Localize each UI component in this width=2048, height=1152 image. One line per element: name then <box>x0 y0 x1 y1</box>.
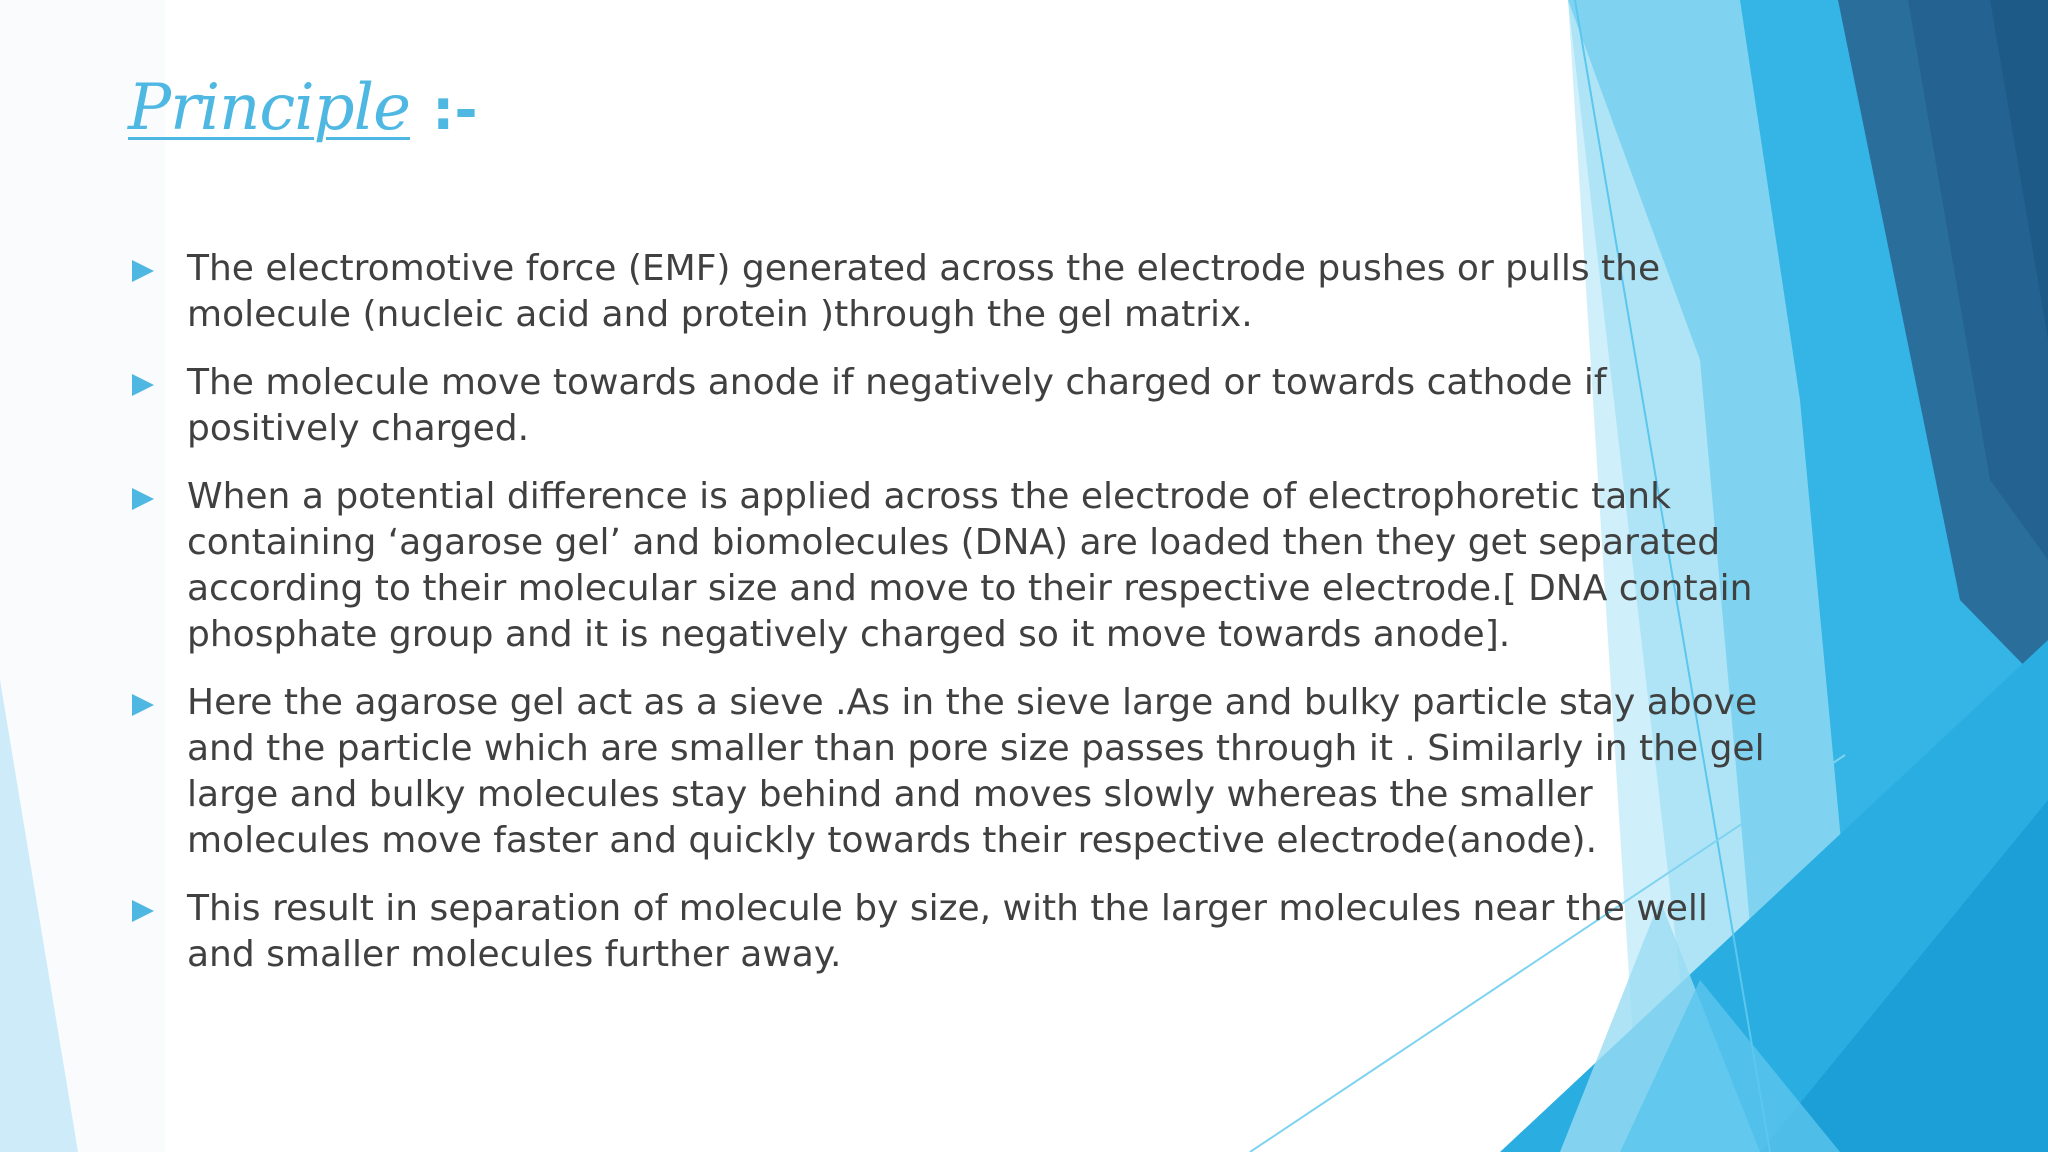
bullet-item <box>130 360 1770 452</box>
bullet-text: This result in separation of molecule by size, with the larger molecules near the well and smaller molecules further away. <box>187 888 1708 975</box>
bullet-item <box>130 246 1770 338</box>
bullet-item <box>130 680 1770 864</box>
bullet-text: Here the agarose gel act as a sieve .As in the sieve large and bulky particle stay above and the particle which are smaller than pore size passes through it . Similarly in the gel large and bulky molecules stay behind and moves slowly whereas the smaller molecules move faster and quickly towards their respective electrode(anode). <box>187 682 1765 861</box>
triangle-right-icon <box>132 488 154 510</box>
bullet-item <box>130 886 1770 978</box>
slide-title-separator: :- <box>431 78 478 143</box>
bullet-text: When a potential difference is applied across the electrode of electrophoretic tank containing ‘agarose gel’ and biomolecules (DNA) are loaded then they get separated according to their molecular size and move to their respective electrode.[ DNA contain phosphate group and it is negatively charged so it move towards anode]. <box>187 476 1753 655</box>
bullet-text: The electromotive force (EMF) generated across the electrode pushes or pulls the molecule (nucleic acid and protein )through the gel matrix. <box>187 248 1661 335</box>
triangle-right-icon <box>132 900 154 922</box>
slide-title <box>128 70 478 147</box>
bullet-text: The molecule move towards anode if negatively charged or towards cathode if positively charged. <box>187 362 1607 449</box>
slide-title-text: Principle <box>128 71 410 145</box>
bullet-list <box>130 246 1770 1000</box>
triangle-right-icon <box>132 260 154 282</box>
triangle-right-icon <box>132 694 154 716</box>
bullet-item <box>130 474 1770 658</box>
triangle-right-icon <box>132 374 154 396</box>
